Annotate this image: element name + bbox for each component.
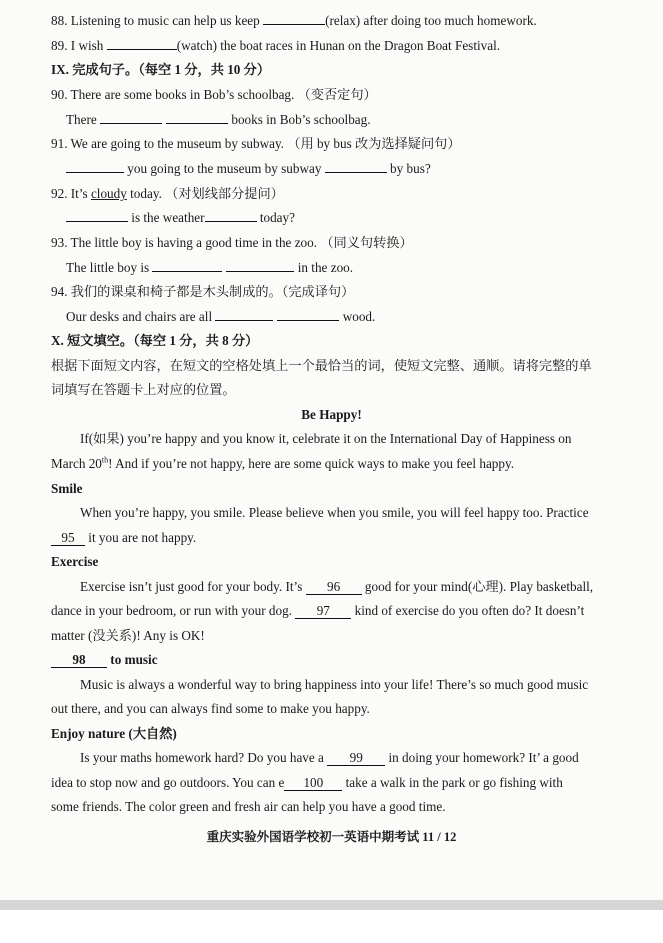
- q91-text-b: by bus?: [386, 161, 431, 176]
- q89-text-b: (watch) the boat races in Hunan on the Dragon Boat Festival.: [176, 38, 501, 53]
- passage-p1-line1: If(如果) you’re happy and you know it, celebrate it on the International Day of Happiness on: [80, 431, 572, 446]
- blank-99[interactable]: 99: [327, 751, 385, 766]
- bottom-divider: [0, 900, 663, 910]
- q92-pre: 92. It’s: [51, 186, 91, 201]
- q92-text-a: is the weather: [128, 210, 205, 225]
- q92-underlined-word: cloudy: [90, 186, 127, 201]
- q93-text-a: The little boy is: [66, 260, 153, 275]
- smile-line1: When you’re happy, you smile. Please believe when you smile, you will feel happy too. Practice: [80, 505, 589, 520]
- q94-text-a: Our desks and chairs are all: [66, 309, 216, 324]
- question-94: 94. 我们的课桌和椅子都是木头制成的。（完成译句）: [51, 284, 355, 299]
- q94-blank-1[interactable]: [215, 308, 273, 321]
- instructions-line-2: 词填写在答题卡上对应的位置。: [51, 382, 236, 397]
- blank-95[interactable]: 95: [51, 531, 85, 546]
- question-89: [51, 37, 500, 55]
- smile-line2: [51, 529, 196, 547]
- heading-nature: Enjoy nature (大自然): [51, 726, 177, 741]
- q92-post: today. （对划线部分提问）: [126, 186, 284, 201]
- section-9-heading: IX. 完成句子。（每空 1 分，共 10 分）: [51, 62, 271, 77]
- q92-blank-2[interactable]: [205, 209, 257, 222]
- q91-text-a: you going to the museum by subway: [124, 161, 325, 176]
- music-line2: out there, and you can always find some to make you happy.: [51, 701, 370, 716]
- nat-line1-a: Is your maths homework hard? Do you have a: [80, 750, 328, 765]
- nature-line1: [80, 749, 579, 767]
- march-date: March 20: [51, 456, 102, 471]
- p1-line2-rest: ! And if you’re not happy, here are some quick ways to make you feel happy.: [108, 456, 515, 471]
- nature-line3: some friends. The color green and fresh air can help you have a good time.: [51, 799, 446, 814]
- heading-smile: Smile: [51, 481, 83, 496]
- heading-music-text: to music: [107, 652, 158, 667]
- nat-line1-b: in doing your homework? It’ a good: [385, 750, 579, 765]
- question-88: [51, 12, 537, 30]
- question-91: 91. We are going to the museum by subway. （用 by bus 改为选择疑问句）: [51, 136, 461, 151]
- heading-music: [51, 651, 158, 669]
- nat-line2-a: idea to stop now and go outdoors. You can e: [51, 775, 285, 790]
- q93-blank-2[interactable]: [226, 259, 294, 272]
- q93-text-b: in the zoo.: [294, 260, 354, 275]
- q90-blank-2[interactable]: [166, 111, 228, 124]
- nat-line2-b: take a walk in the park or go fishing with: [342, 775, 563, 790]
- question-93: 93. The little boy is having a good time in the zoo. （同义句转换）: [51, 235, 413, 250]
- q94-blank-2[interactable]: [277, 308, 339, 321]
- q91-blank-2[interactable]: [325, 160, 387, 173]
- question-92-answer: [66, 209, 295, 227]
- blank-96[interactable]: 96: [306, 580, 362, 595]
- instructions-line-1: 根据下面短文内容，在短文的空格处填上一个最恰当的词，使短文完整、通顺。请将完整的单: [51, 358, 592, 373]
- question-91-answer: [66, 160, 431, 178]
- blank-98[interactable]: 98: [51, 653, 107, 668]
- section-10-heading: X. 短文填空。（每空 1 分，共 8 分）: [51, 333, 259, 348]
- ex-line1-a: Exercise isn’t just good for your body. It’s: [80, 579, 306, 594]
- q90-text-b: books in Bob’s schoolbag.: [228, 112, 371, 127]
- question-94-answer: [66, 308, 375, 326]
- passage-title: Be Happy!: [301, 407, 362, 422]
- date-suffix: th: [101, 455, 109, 465]
- passage-p1-line2: [51, 455, 514, 473]
- ex-line2-b: kind of exercise do you often do? It doesn’t: [351, 603, 585, 618]
- question-92: [51, 185, 284, 203]
- blank-100[interactable]: 100: [284, 776, 342, 791]
- blank-97[interactable]: 97: [295, 604, 351, 619]
- music-line1: Music is always a wonderful way to bring happiness into your life! There’s so much good music: [80, 677, 589, 692]
- question-90-answer: [66, 111, 371, 129]
- q92-blank-1[interactable]: [66, 209, 128, 222]
- q90-text-a: There: [66, 112, 101, 127]
- exercise-line3: matter (没关系)! Any is OK!: [51, 628, 205, 643]
- question-93-answer: [66, 259, 353, 277]
- smile-line2-rest: it you are not happy.: [85, 530, 197, 545]
- q89-text-a: 89. I wish: [51, 38, 107, 53]
- q91-blank-1[interactable]: [66, 160, 124, 173]
- exercise-line2: [51, 602, 584, 620]
- question-90: 90. There are some books in Bob’s schoolbag. （变否定句）: [51, 87, 377, 102]
- nature-line2: [51, 774, 563, 792]
- q88-blank[interactable]: [263, 12, 325, 25]
- q93-blank-1[interactable]: [152, 259, 222, 272]
- ex-line2-a: dance in your bedroom, or run with your dog.: [51, 603, 296, 618]
- q92-text-b: today?: [256, 210, 295, 225]
- page-footer: 重庆实验外国语学校初一英语中期考试 11 / 12: [206, 830, 457, 844]
- exercise-line1: [80, 578, 593, 596]
- q94-text-b: wood.: [339, 309, 376, 324]
- ex-line1-b: good for your mind(心理). Play basketball,: [361, 579, 594, 594]
- heading-exercise: Exercise: [51, 554, 99, 569]
- q90-blank-1[interactable]: [100, 111, 162, 124]
- q88-text-a: 88. Listening to music can help us keep: [51, 13, 264, 28]
- q89-blank[interactable]: [107, 37, 177, 50]
- q88-text-b: (relax) after doing too much homework.: [325, 13, 537, 28]
